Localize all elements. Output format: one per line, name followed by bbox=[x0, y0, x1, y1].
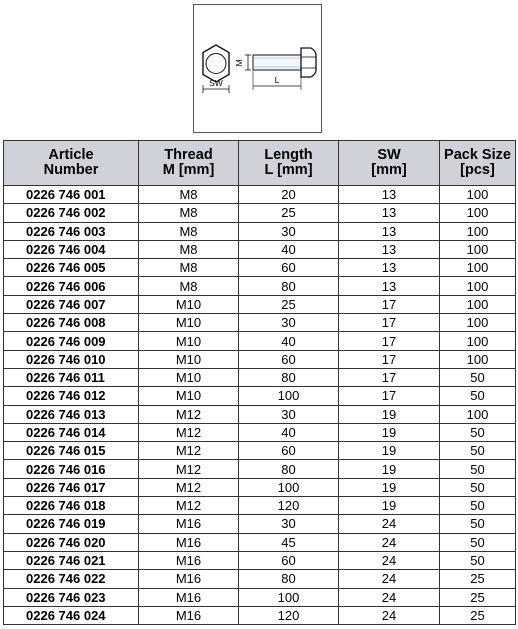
length-cell: 20 bbox=[239, 186, 339, 204]
hex-head-end-view bbox=[203, 45, 229, 82]
thread-cell: M12 bbox=[139, 460, 239, 478]
article-number-cell: 0226 746 003 bbox=[4, 222, 139, 240]
sw-cell: 17 bbox=[339, 387, 440, 405]
table-row bbox=[4, 515, 516, 533]
table-row bbox=[4, 606, 516, 624]
sw-cell: 17 bbox=[339, 332, 440, 350]
article-number-cell: 0226 746 022 bbox=[4, 570, 139, 588]
header-text: [pcs] bbox=[460, 162, 495, 178]
thread-cell: M16 bbox=[139, 551, 239, 569]
length-cell: 100 bbox=[239, 588, 339, 606]
table-row bbox=[4, 387, 516, 405]
length-cell: 100 bbox=[239, 387, 339, 405]
pack-size-cell: 100 bbox=[440, 295, 516, 313]
thread-cell: M10 bbox=[139, 368, 239, 386]
length-cell: 40 bbox=[239, 332, 339, 350]
pack-size-cell: 100 bbox=[440, 350, 516, 368]
length-cell: 80 bbox=[239, 277, 339, 295]
header-text: Article bbox=[48, 147, 94, 163]
bolt-head-side bbox=[301, 48, 316, 77]
article-number-cell: 0226 746 008 bbox=[4, 314, 139, 332]
label-m: M bbox=[234, 59, 244, 67]
header-text: [mm] bbox=[371, 162, 407, 178]
header-article-number bbox=[4, 141, 139, 186]
article-number-cell: 0226 746 002 bbox=[4, 204, 139, 222]
table-row bbox=[4, 570, 516, 588]
table-row bbox=[4, 368, 516, 386]
length-cell: 60 bbox=[239, 350, 339, 368]
article-number-cell: 0226 746 007 bbox=[4, 295, 139, 313]
thread-cell: M8 bbox=[139, 186, 239, 204]
thread-cell: M12 bbox=[139, 478, 239, 496]
pack-size-cell: 50 bbox=[440, 423, 516, 441]
thread-cell: M16 bbox=[139, 515, 239, 533]
article-number-cell: 0226 746 020 bbox=[4, 533, 139, 551]
article-number-cell: 0226 746 006 bbox=[4, 277, 139, 295]
length-cell: 30 bbox=[239, 405, 339, 423]
thread-cell: M16 bbox=[139, 533, 239, 551]
sw-cell: 13 bbox=[339, 259, 440, 277]
sw-cell: 24 bbox=[339, 533, 440, 551]
thread-cell: M10 bbox=[139, 332, 239, 350]
article-number-cell: 0226 746 001 bbox=[4, 186, 139, 204]
article-number-cell: 0226 746 021 bbox=[4, 551, 139, 569]
length-cell: 60 bbox=[239, 259, 339, 277]
length-cell: 80 bbox=[239, 460, 339, 478]
table-row bbox=[4, 551, 516, 569]
table-row bbox=[4, 350, 516, 368]
sw-cell: 24 bbox=[339, 551, 440, 569]
table-row bbox=[4, 259, 516, 277]
article-number-cell: 0226 746 023 bbox=[4, 588, 139, 606]
pack-size-cell: 50 bbox=[440, 442, 516, 460]
thread-cell: M16 bbox=[139, 588, 239, 606]
sw-cell: 13 bbox=[339, 204, 440, 222]
article-number-cell: 0226 746 016 bbox=[4, 460, 139, 478]
article-number-cell: 0226 746 018 bbox=[4, 497, 139, 515]
thread-cell: M8 bbox=[139, 277, 239, 295]
pack-size-cell: 50 bbox=[440, 515, 516, 533]
article-number-cell: 0226 746 005 bbox=[4, 259, 139, 277]
header-text: SW bbox=[377, 147, 401, 163]
sw-cell: 19 bbox=[339, 478, 440, 496]
article-number-cell: 0226 746 014 bbox=[4, 423, 139, 441]
thread-cell: M10 bbox=[139, 295, 239, 313]
thread-cell: M8 bbox=[139, 259, 239, 277]
length-cell: 100 bbox=[239, 478, 339, 496]
pack-size-cell: 100 bbox=[440, 332, 516, 350]
hex-inner-circle bbox=[206, 54, 226, 74]
sw-cell: 24 bbox=[339, 588, 440, 606]
sw-cell: 13 bbox=[339, 186, 440, 204]
bolt-shank bbox=[253, 55, 301, 70]
pack-size-cell: 100 bbox=[440, 259, 516, 277]
thread-cell: M16 bbox=[139, 606, 239, 624]
sw-cell: 17 bbox=[339, 350, 440, 368]
pack-size-cell: 50 bbox=[440, 460, 516, 478]
thread-cell: M10 bbox=[139, 350, 239, 368]
length-cell: 30 bbox=[239, 515, 339, 533]
article-number-cell: 0226 746 017 bbox=[4, 478, 139, 496]
length-cell: 60 bbox=[239, 442, 339, 460]
length-cell: 80 bbox=[239, 368, 339, 386]
thread-cell: M12 bbox=[139, 497, 239, 515]
table-row bbox=[4, 533, 516, 551]
pack-size-cell: 50 bbox=[440, 533, 516, 551]
table-row bbox=[4, 204, 516, 222]
thread-cell: M12 bbox=[139, 442, 239, 460]
length-cell: 120 bbox=[239, 606, 339, 624]
table-header-row bbox=[4, 141, 516, 186]
table-row bbox=[4, 314, 516, 332]
article-number-cell: 0226 746 004 bbox=[4, 240, 139, 258]
header-text: Length bbox=[264, 147, 313, 163]
pack-size-cell: 100 bbox=[440, 405, 516, 423]
sw-cell: 19 bbox=[339, 423, 440, 441]
length-cell: 40 bbox=[239, 240, 339, 258]
header-pack-size bbox=[440, 141, 516, 186]
sw-cell: 19 bbox=[339, 442, 440, 460]
length-cell: 120 bbox=[239, 497, 339, 515]
label-l: L bbox=[274, 75, 280, 85]
sw-cell: 13 bbox=[339, 222, 440, 240]
sw-cell: 17 bbox=[339, 314, 440, 332]
article-number-cell: 0226 746 013 bbox=[4, 405, 139, 423]
table-row bbox=[4, 332, 516, 350]
sw-cell: 17 bbox=[339, 295, 440, 313]
pack-size-cell: 50 bbox=[440, 551, 516, 569]
hex-bolt-drawing bbox=[194, 5, 321, 132]
sw-cell: 13 bbox=[339, 240, 440, 258]
table-body bbox=[4, 186, 516, 625]
pack-size-cell: 50 bbox=[440, 478, 516, 496]
table-row bbox=[4, 442, 516, 460]
label-sw: SW bbox=[209, 78, 223, 88]
header-sw bbox=[339, 141, 440, 186]
table-row bbox=[4, 222, 516, 240]
thread-cell: M12 bbox=[139, 405, 239, 423]
pack-size-cell: 50 bbox=[440, 387, 516, 405]
header-thread bbox=[139, 141, 239, 186]
table-row bbox=[4, 460, 516, 478]
length-cell: 60 bbox=[239, 551, 339, 569]
length-cell: 25 bbox=[239, 204, 339, 222]
table-row bbox=[4, 240, 516, 258]
article-number-cell: 0226 746 010 bbox=[4, 350, 139, 368]
length-cell: 45 bbox=[239, 533, 339, 551]
table-row bbox=[4, 277, 516, 295]
header-text: Pack Size bbox=[444, 147, 511, 163]
length-cell: 30 bbox=[239, 314, 339, 332]
sw-cell: 17 bbox=[339, 368, 440, 386]
length-cell: 30 bbox=[239, 222, 339, 240]
thread-cell: M8 bbox=[139, 204, 239, 222]
sw-cell: 19 bbox=[339, 497, 440, 515]
header-text: L [mm] bbox=[264, 162, 313, 178]
article-spec-table bbox=[3, 140, 516, 625]
thread-cell: M10 bbox=[139, 387, 239, 405]
length-cell: 40 bbox=[239, 423, 339, 441]
thread-cell: M8 bbox=[139, 240, 239, 258]
table-row bbox=[4, 423, 516, 441]
header-text: Thread bbox=[164, 147, 213, 163]
article-number-cell: 0226 746 015 bbox=[4, 442, 139, 460]
table-row bbox=[4, 405, 516, 423]
table-row bbox=[4, 588, 516, 606]
header-text: M [mm] bbox=[162, 162, 215, 178]
table-row bbox=[4, 295, 516, 313]
table-row bbox=[4, 478, 516, 496]
article-number-cell: 0226 746 019 bbox=[4, 515, 139, 533]
article-number-cell: 0226 746 009 bbox=[4, 332, 139, 350]
article-number-cell: 0226 746 012 bbox=[4, 387, 139, 405]
pack-size-cell: 25 bbox=[440, 606, 516, 624]
pack-size-cell: 100 bbox=[440, 186, 516, 204]
pack-size-cell: 25 bbox=[440, 570, 516, 588]
thread-cell: M16 bbox=[139, 570, 239, 588]
length-cell: 80 bbox=[239, 570, 339, 588]
length-cell: 25 bbox=[239, 295, 339, 313]
pack-size-cell: 50 bbox=[440, 497, 516, 515]
header-text: Number bbox=[43, 162, 99, 178]
header-length bbox=[239, 141, 339, 186]
sw-cell: 24 bbox=[339, 515, 440, 533]
pack-size-cell: 50 bbox=[440, 368, 516, 386]
bolt-diagram bbox=[193, 4, 322, 133]
pack-size-cell: 100 bbox=[440, 222, 516, 240]
table-row bbox=[4, 186, 516, 204]
pack-size-cell: 100 bbox=[440, 314, 516, 332]
sw-cell: 19 bbox=[339, 405, 440, 423]
thread-cell: M8 bbox=[139, 222, 239, 240]
pack-size-cell: 100 bbox=[440, 240, 516, 258]
article-number-cell: 0226 746 011 bbox=[4, 368, 139, 386]
pack-size-cell: 25 bbox=[440, 588, 516, 606]
thread-cell: M12 bbox=[139, 423, 239, 441]
article-number-cell: 0226 746 024 bbox=[4, 606, 139, 624]
pack-size-cell: 100 bbox=[440, 204, 516, 222]
pack-size-cell: 100 bbox=[440, 277, 516, 295]
sw-cell: 19 bbox=[339, 460, 440, 478]
sw-cell: 13 bbox=[339, 277, 440, 295]
table-row bbox=[4, 497, 516, 515]
sw-cell: 24 bbox=[339, 570, 440, 588]
thread-cell: M10 bbox=[139, 314, 239, 332]
sw-cell: 24 bbox=[339, 606, 440, 624]
